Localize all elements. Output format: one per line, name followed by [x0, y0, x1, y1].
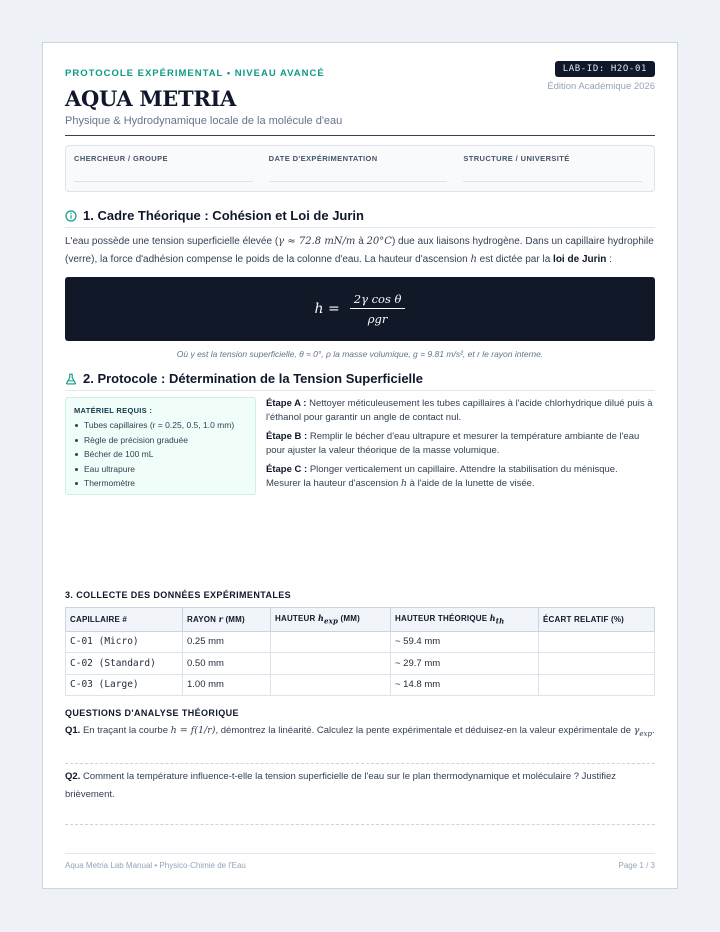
h-exp-input-cell[interactable] [271, 653, 391, 675]
question-2 [65, 768, 655, 804]
ecart-input-cell[interactable] [539, 653, 655, 675]
meta-field-researcher [74, 154, 257, 191]
step-text: Nettoyer méticuleusement les tubes capillaires à l'acide chlorhydrique dilué puis à l'éthanol pour garantir un angle de contact nul. [266, 398, 653, 423]
jurin-formula [315, 292, 406, 326]
header-text: RAYON [187, 615, 219, 625]
protocol-steps [266, 397, 655, 496]
ecart-input-cell[interactable] [539, 631, 655, 653]
meta-label: DATE D'EXPÉRIMENTATION [268, 154, 378, 163]
header-text: HAUTEUR [275, 614, 318, 623]
materials-title: MATÉRIEL REQUIS : [74, 406, 153, 415]
h-th-cell: ~ 29.7 mm [391, 653, 539, 675]
math-inline: h [317, 613, 324, 623]
capillary-id-cell: C-03 (Large) [66, 674, 183, 696]
header-text: (MM) [338, 614, 360, 623]
radius-cell: 0.25 mm [183, 631, 271, 653]
text-run: est dictée par la [476, 254, 554, 265]
math-inline: r [218, 614, 224, 625]
math-inline: h = f(1/r) [170, 725, 216, 737]
list-item: Tubes capillaires (r = 0.25, 0.5, 1.0 mm) [74, 418, 247, 433]
list-item: Thermomètre [74, 476, 247, 491]
data-table [65, 607, 655, 696]
capillary-id-cell: C-02 (Standard) [66, 653, 183, 675]
meta-label: STRUCTURE / UNIVERSITÉ [463, 154, 570, 163]
step-text: Remplir le bécher d'eau ultrapure et mesurer la température ambiante de l'eau pour ajuster la valeur théorique de la masse volumique. [266, 431, 640, 456]
materials-box [65, 397, 256, 495]
step-a [266, 397, 655, 425]
info-circle-icon [65, 210, 77, 222]
structure-input-line[interactable] [463, 163, 642, 182]
meta-field-date [269, 154, 452, 191]
table-row [66, 631, 655, 653]
section-2-title: 2. Protocole : Détermination de la Tension Superficielle [83, 371, 423, 386]
question-text: , démontrez la linéarité. Calculez la pente expérimentale et déduisez-en la valeur expérimentale de [215, 725, 634, 737]
footer-left: Aqua Metria Lab Manual • Physico-Chimie de l'Eau [65, 861, 246, 870]
step-c [266, 463, 655, 491]
h-th-cell: ~ 59.4 mm [391, 631, 539, 653]
table-header-row [66, 608, 655, 632]
h-exp-input-cell[interactable] [271, 631, 391, 653]
column-header [271, 608, 391, 632]
edition-label: Édition Académique 2026 [547, 81, 655, 92]
text-run: : [606, 254, 612, 265]
step-b [266, 430, 655, 458]
column-header: CAPILLAIRE # [66, 608, 183, 632]
protocol-block [65, 397, 655, 496]
formula-caption: Où γ est la tension superficielle, θ ≈ 0°, ρ la masse volumique, g = 9.81 m/s², et r le rayon interne. [176, 349, 544, 359]
column-header [391, 608, 539, 632]
radius-cell: 1.00 mm [183, 674, 271, 696]
capillary-id-cell: C-01 (Micro) [66, 631, 183, 653]
formula-numerator: 2γ cos θ [350, 292, 406, 309]
list-item: Règle de précision graduée [74, 433, 247, 448]
h-exp-input-cell[interactable] [271, 674, 391, 696]
header-text: (MM) [223, 615, 245, 625]
meta-label: CHERCHEUR / GROUPE [74, 154, 168, 163]
math-subscript: exp [639, 729, 652, 738]
text-run: L'eau possède une tension superficielle élevée ( [65, 236, 279, 247]
math-inline: h [489, 613, 496, 623]
formula-lhs: h = [314, 301, 340, 317]
document-title: AQUA METRIA [65, 86, 237, 111]
section-2-heading [65, 371, 655, 391]
researcher-info-box [65, 145, 655, 192]
math-subscript: th [495, 616, 505, 626]
lab-id-badge: LAB-ID: H2O-01 [555, 61, 655, 77]
jurin-law-term: loi de Jurin [553, 254, 607, 265]
meta-field-structure [463, 154, 646, 191]
question-label: Q1. [65, 725, 81, 737]
protocol-kicker: PROTOCOLE EXPÉRIMENTAL • NIVEAU AVANCÉ [65, 68, 325, 79]
answer-line-1[interactable] [65, 763, 655, 764]
question-text: En traçant la courbe [80, 725, 171, 737]
section-1-title: 1. Cadre Théorique : Cohésion et Loi de Jurin [83, 208, 364, 223]
section-1-heading [65, 208, 655, 228]
answer-line-2[interactable] [65, 824, 655, 825]
column-header [183, 608, 271, 632]
ecart-input-cell[interactable] [539, 674, 655, 696]
step-label: Étape B : [266, 431, 308, 442]
question-text: Comment la température influence-t-elle la tension superficielle de l'eau sur le plan thermodynamique et moléculaire ? Justifiez brièvement. [65, 770, 616, 800]
researcher-input-line[interactable] [74, 163, 253, 182]
math-inline: γ [633, 725, 640, 737]
materials-list [74, 418, 247, 491]
document-subtitle: Physique & Hydrodynamique locale de la molécule d'eau [65, 115, 343, 127]
flask-icon [65, 373, 77, 385]
page-number: Page 1 / 3 [618, 861, 655, 870]
math-inline: γ ≈ 72.8 mN/m [278, 236, 356, 247]
step-label: Étape A : [266, 398, 307, 409]
math-inline: h [470, 254, 477, 265]
step-text: Plonger verticalement un capillaire. Attendre la stabilisation du ménisque. Mesurer la hauteur d'ascension [266, 464, 618, 489]
h-th-cell: ~ 14.8 mm [391, 674, 539, 696]
table-row [66, 653, 655, 675]
math-inline: 20°C [366, 236, 392, 247]
column-header: ÉCART RELATIF (%) [539, 608, 655, 632]
math-subscript: exp [323, 616, 339, 626]
header-divider [65, 135, 655, 136]
text-run: ) due aux liaisons hydrogène. Dans un capillaire hydrophile (verre), la force d'adhésion compense le poids de la colonne d'eau. La hauteur d'ascension [65, 236, 654, 265]
step-label: Étape C : [266, 464, 308, 475]
math-inline: h [400, 478, 408, 489]
header-text: HAUTEUR THÉORIQUE [395, 614, 490, 623]
document-page [42, 42, 678, 889]
step-text: à l'aide de la lunette de visée. [407, 478, 535, 489]
radius-cell: 0.50 mm [183, 653, 271, 675]
formula-denominator: ρgr [367, 312, 388, 326]
table-row [66, 674, 655, 696]
questions-title: QUESTIONS D'ANALYSE THÉORIQUE [65, 708, 239, 719]
text-run: à [355, 236, 367, 247]
jurin-formula-box [65, 277, 655, 341]
question-text: . [651, 725, 655, 737]
theory-paragraph [65, 233, 655, 269]
formula-fraction [350, 292, 406, 326]
question-label: Q2. [65, 770, 81, 782]
date-input-line[interactable] [269, 163, 448, 182]
section-3-title: 3. COLLECTE DES DONNÉES EXPÉRIMENTALES [65, 590, 292, 600]
page-footer [65, 853, 655, 870]
question-1 [65, 722, 655, 743]
list-item: Bécher de 100 mL [74, 447, 247, 462]
list-item: Eau ultrapure [74, 462, 247, 477]
